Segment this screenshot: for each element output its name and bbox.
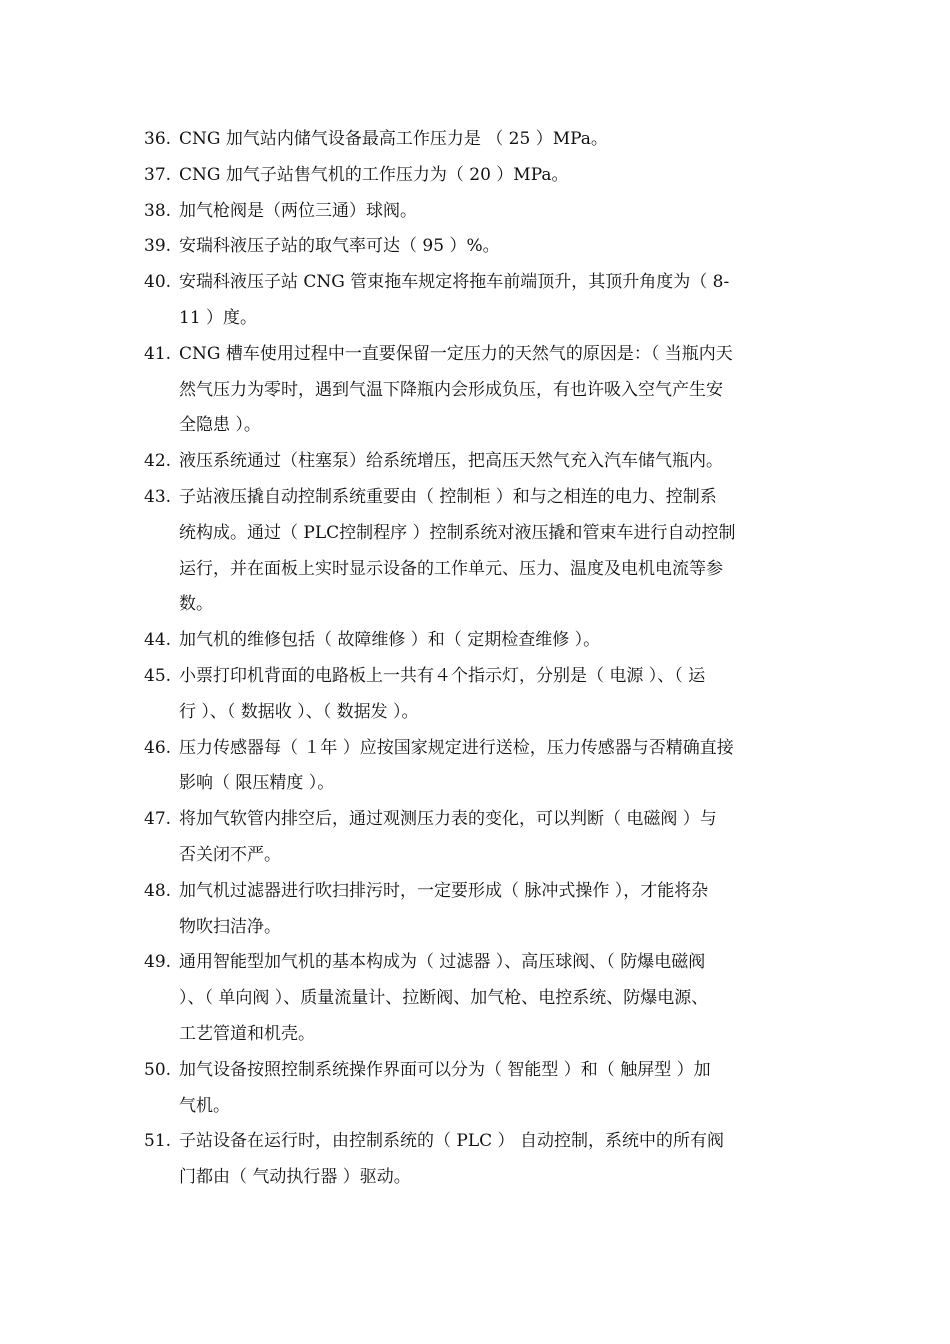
question-text-line: 数。 [179,594,213,615]
question-item [144,802,834,874]
question-number: 50. [144,1059,172,1080]
question-text-line: 然气压力为零时，遇到气温下降瓶内会形成负压，有也许吸入空气产生安 [179,379,723,400]
question-text-line: 加气设备按照控制系统操作界面可以分为（ 智能型 ）和（ 触屏型 ）加 [179,1059,711,1080]
question-text-line: CNG 槽车使用过程中一直要保留一定压力的天然气的原因是：（ 当瓶内天 [179,343,733,364]
question-text-line: 安瑞科液压子站 CNG 管束拖车规定将拖车前端顶升，其顶升角度为（ 8- [179,272,730,293]
question-text [179,1053,834,1125]
question-text [179,122,834,158]
question-number: 49. [144,952,172,973]
question-text-line: 统构成。通过（ PLC控制程序 ）控制系统对液压撬和管束车进行自动控制 [179,522,736,543]
question-number: 46. [144,737,172,758]
question-text-line: 子站液压撬自动控制系统重要由（ 控制柜 ）和与之相连的电力、控制系 [179,486,717,507]
question-text-line: 11 ）度。 [179,307,258,328]
question-number: 44. [144,630,172,651]
question-text-line: 加气枪阀是（两位三通）球阀。 [179,200,417,221]
question-item [144,444,834,480]
question-text [179,731,834,803]
question-number: 51. [144,1131,172,1152]
question-number: 37. [144,164,172,185]
question-item [144,229,834,265]
question-number: 48. [144,880,172,901]
question-text-line: 液压系统通过（柱塞泵）给系统增压，把高压天然气充入汽车储气瓶内。 [179,451,723,472]
question-text-line: 物吹扫洁净。 [179,916,281,937]
question-text [179,265,834,337]
question-text-line: 工艺管道和机壳。 [179,1023,315,1044]
question-item [144,1053,834,1125]
question-number: 39. [144,236,172,257]
question-number: 41. [144,343,172,364]
question-text [179,229,834,265]
question-item [144,659,834,731]
question-text [179,158,834,194]
question-text-line: 小票打印机背面的电路板上一共有４个指示灯，分别是（ 电源 ）、（ 运 [179,665,706,686]
question-text [179,623,834,659]
question-item [144,874,834,946]
question-text-line: 子站设备在运行时，由控制系统的（ PLC ） 自动控制，系统中的所有阀 [179,1131,724,1152]
question-text [179,480,834,623]
question-number: 47. [144,809,172,830]
question-item [144,480,834,623]
question-text-line: 加气机的维修包括（ 故障维修 ）和（ 定期检查维修 ）。 [179,630,601,651]
question-text-line: 压力传感器每（ １年 ）应按国家规定进行送检，压力传感器与否精确直接 [179,737,734,758]
question-text-line: ）、（ 单向阀 ）、质量流量计、拉断阀、加气枪、电控系统、防爆电源、 [179,988,709,1009]
question-text-line: CNG 加气站内储气设备最高工作压力是 （ 25 ）MPa。 [179,129,608,149]
question-item [144,265,834,337]
question-item [144,122,834,158]
question-text [179,945,834,1052]
question-text-line: 将加气软管内排空后，通过观测压力表的变化，可以判断（ 电磁阀 ）与 [179,809,717,830]
question-text [179,194,834,230]
question-item [144,623,834,659]
question-number: 40. [144,272,172,293]
question-item [144,731,834,803]
question-text [179,874,834,946]
question-text-line: 行 ）、（ 数据收 ）、（ 数据发 ）。 [179,701,419,722]
question-text-line: 加气机过滤器进行吹扫排污时，一定要形成（ 脉冲式操作 ），才能将杂 [179,880,709,901]
question-text-line: 通用智能型加气机的基本构成为（ 过滤器 ）、高压球阀、（ 防爆电磁阀 [179,952,706,973]
question-item [144,1124,834,1196]
question-list [144,122,834,1196]
question-text-line: 安瑞科液压子站的取气率可达（ 95 ）%。 [179,236,500,257]
question-text-line: 全隐患 ）。 [179,415,261,436]
question-item [144,194,834,230]
question-text-line: 影响（ 限压精度 ）。 [179,773,335,794]
question-text-line: CNG 加气子站售气机的工作压力为（ 20 ）MPa。 [179,164,569,185]
question-number: 38. [144,200,172,221]
question-number: 36. [144,129,172,149]
question-item [144,337,834,444]
question-text [179,802,834,874]
question-text-line: 运行，并在面板上实时显示设备的工作单元、压力、温度及电机电流等参 [179,558,723,579]
question-item [144,158,834,194]
question-number: 43. [144,486,172,507]
question-text-line: 气机。 [179,1095,230,1116]
question-text [179,337,834,444]
question-item [144,945,834,1052]
question-number: 45. [144,665,172,686]
question-text-line: 门都由（ 气动执行器 ）驱动。 [179,1167,411,1188]
question-text [179,444,834,480]
question-text [179,659,834,731]
question-text [179,1124,834,1196]
question-number: 42. [144,451,172,472]
question-text-line: 否关闭不严。 [179,844,281,865]
